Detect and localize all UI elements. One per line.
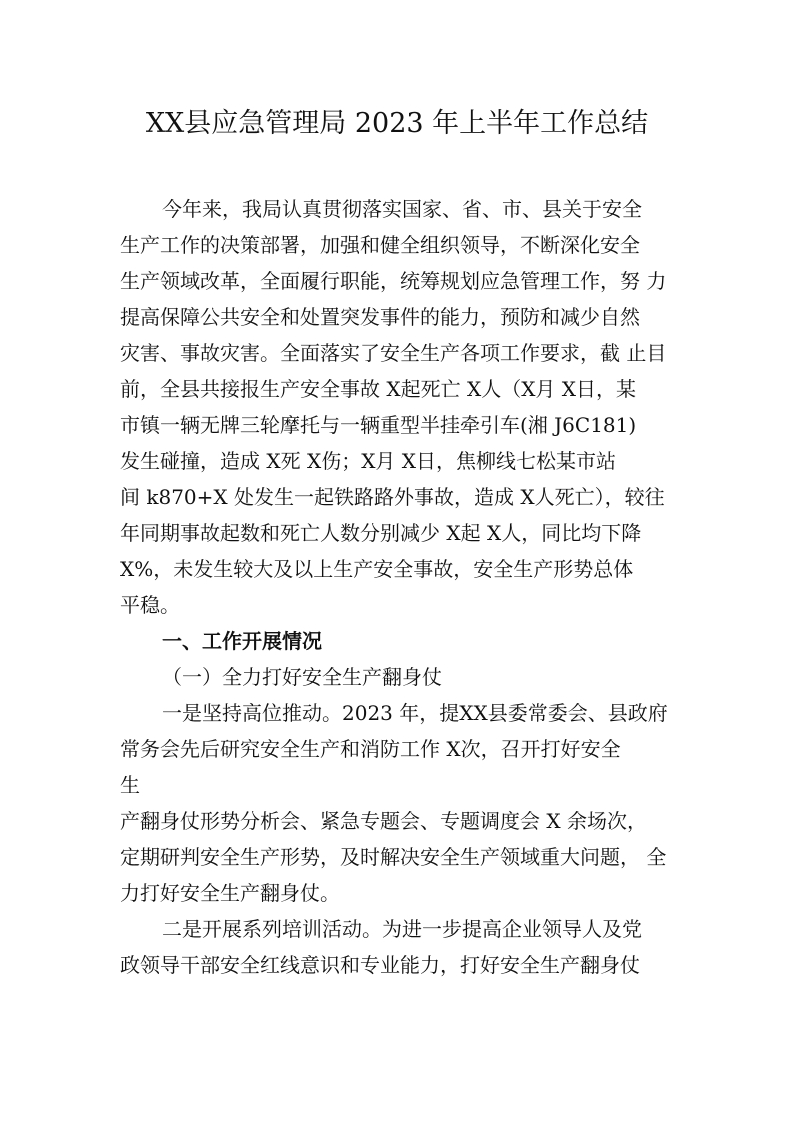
intro-line-7: 市镇一辆无牌三轮摩托与一辆重型半挂牵引车(湘 J6C181) [120, 413, 637, 437]
para1-line-3: 生 [120, 773, 140, 797]
para2-line-1: 二是开展系列培训活动。为进一步提高企业领导人及党 [162, 917, 642, 941]
intro-line-6: 前，全县共接报生产安全事故 X起死亡 X人（X月 X日，某 [120, 377, 637, 401]
intro-line-1: 今年来，我局认真贯彻落实国家、省、市、县关于安全 [162, 197, 642, 221]
para1-line-2: 常务会先后研究安全生产和消防工作 X次，召开打好安全 [120, 737, 621, 761]
intro-line-9: 间 k870+X 处发生一起铁路路外事故，造成 X人死亡），较往 [120, 485, 665, 509]
intro-line-12: 平稳。 [120, 593, 180, 617]
intro-line-3: 生产领域改革，全面履行职能，统筹规划应急管理工作，努 力 [120, 269, 667, 293]
intro-line-8: 发生碰撞，造成 X死 X伤；X月 X日，焦柳线七松某市站 [120, 449, 617, 473]
intro-line-5: 灾害、事故灾害。全面落实了安全生产各项工作要求，截 止目 [120, 341, 667, 365]
para1-line-6: 力打好安全生产翻身仗。 [120, 881, 340, 905]
sub-section-heading: （一）全力打好安全生产翻身仗 [162, 665, 442, 689]
para2-line-2: 政领导干部安全红线意识和专业能力，打好安全生产翻身仗 [120, 953, 640, 977]
intro-line-11: X%，未发生较大及以上生产安全事故，安全生产形势总体 [120, 557, 634, 581]
intro-line-4: 提高保障公共安全和处置突发事件的能力，预防和减少自然 [120, 305, 640, 329]
intro-line-10: 年同期事故起数和死亡人数分别减少 X起 X人，同比均下降 [120, 521, 642, 545]
intro-line-2: 生产工作的决策部署，加强和健全组织领导，不断深化安全 [120, 233, 640, 257]
section-heading: 一、工作开展情况 [162, 629, 322, 653]
para1-line-1: 一是坚持高位推动。2023 年，提XX县委常委会、县政府 [162, 701, 668, 725]
document-title: XX县应急管理局 2023 年上半年工作总结 [145, 108, 649, 139]
para1-line-5: 定期研判安全生产形势，及时解决安全生产领域重大问题， 全 [120, 845, 667, 869]
para1-line-4: 产翻身仗形势分析会、紧急专题会、专题调度会 X 余场次， [120, 809, 647, 833]
